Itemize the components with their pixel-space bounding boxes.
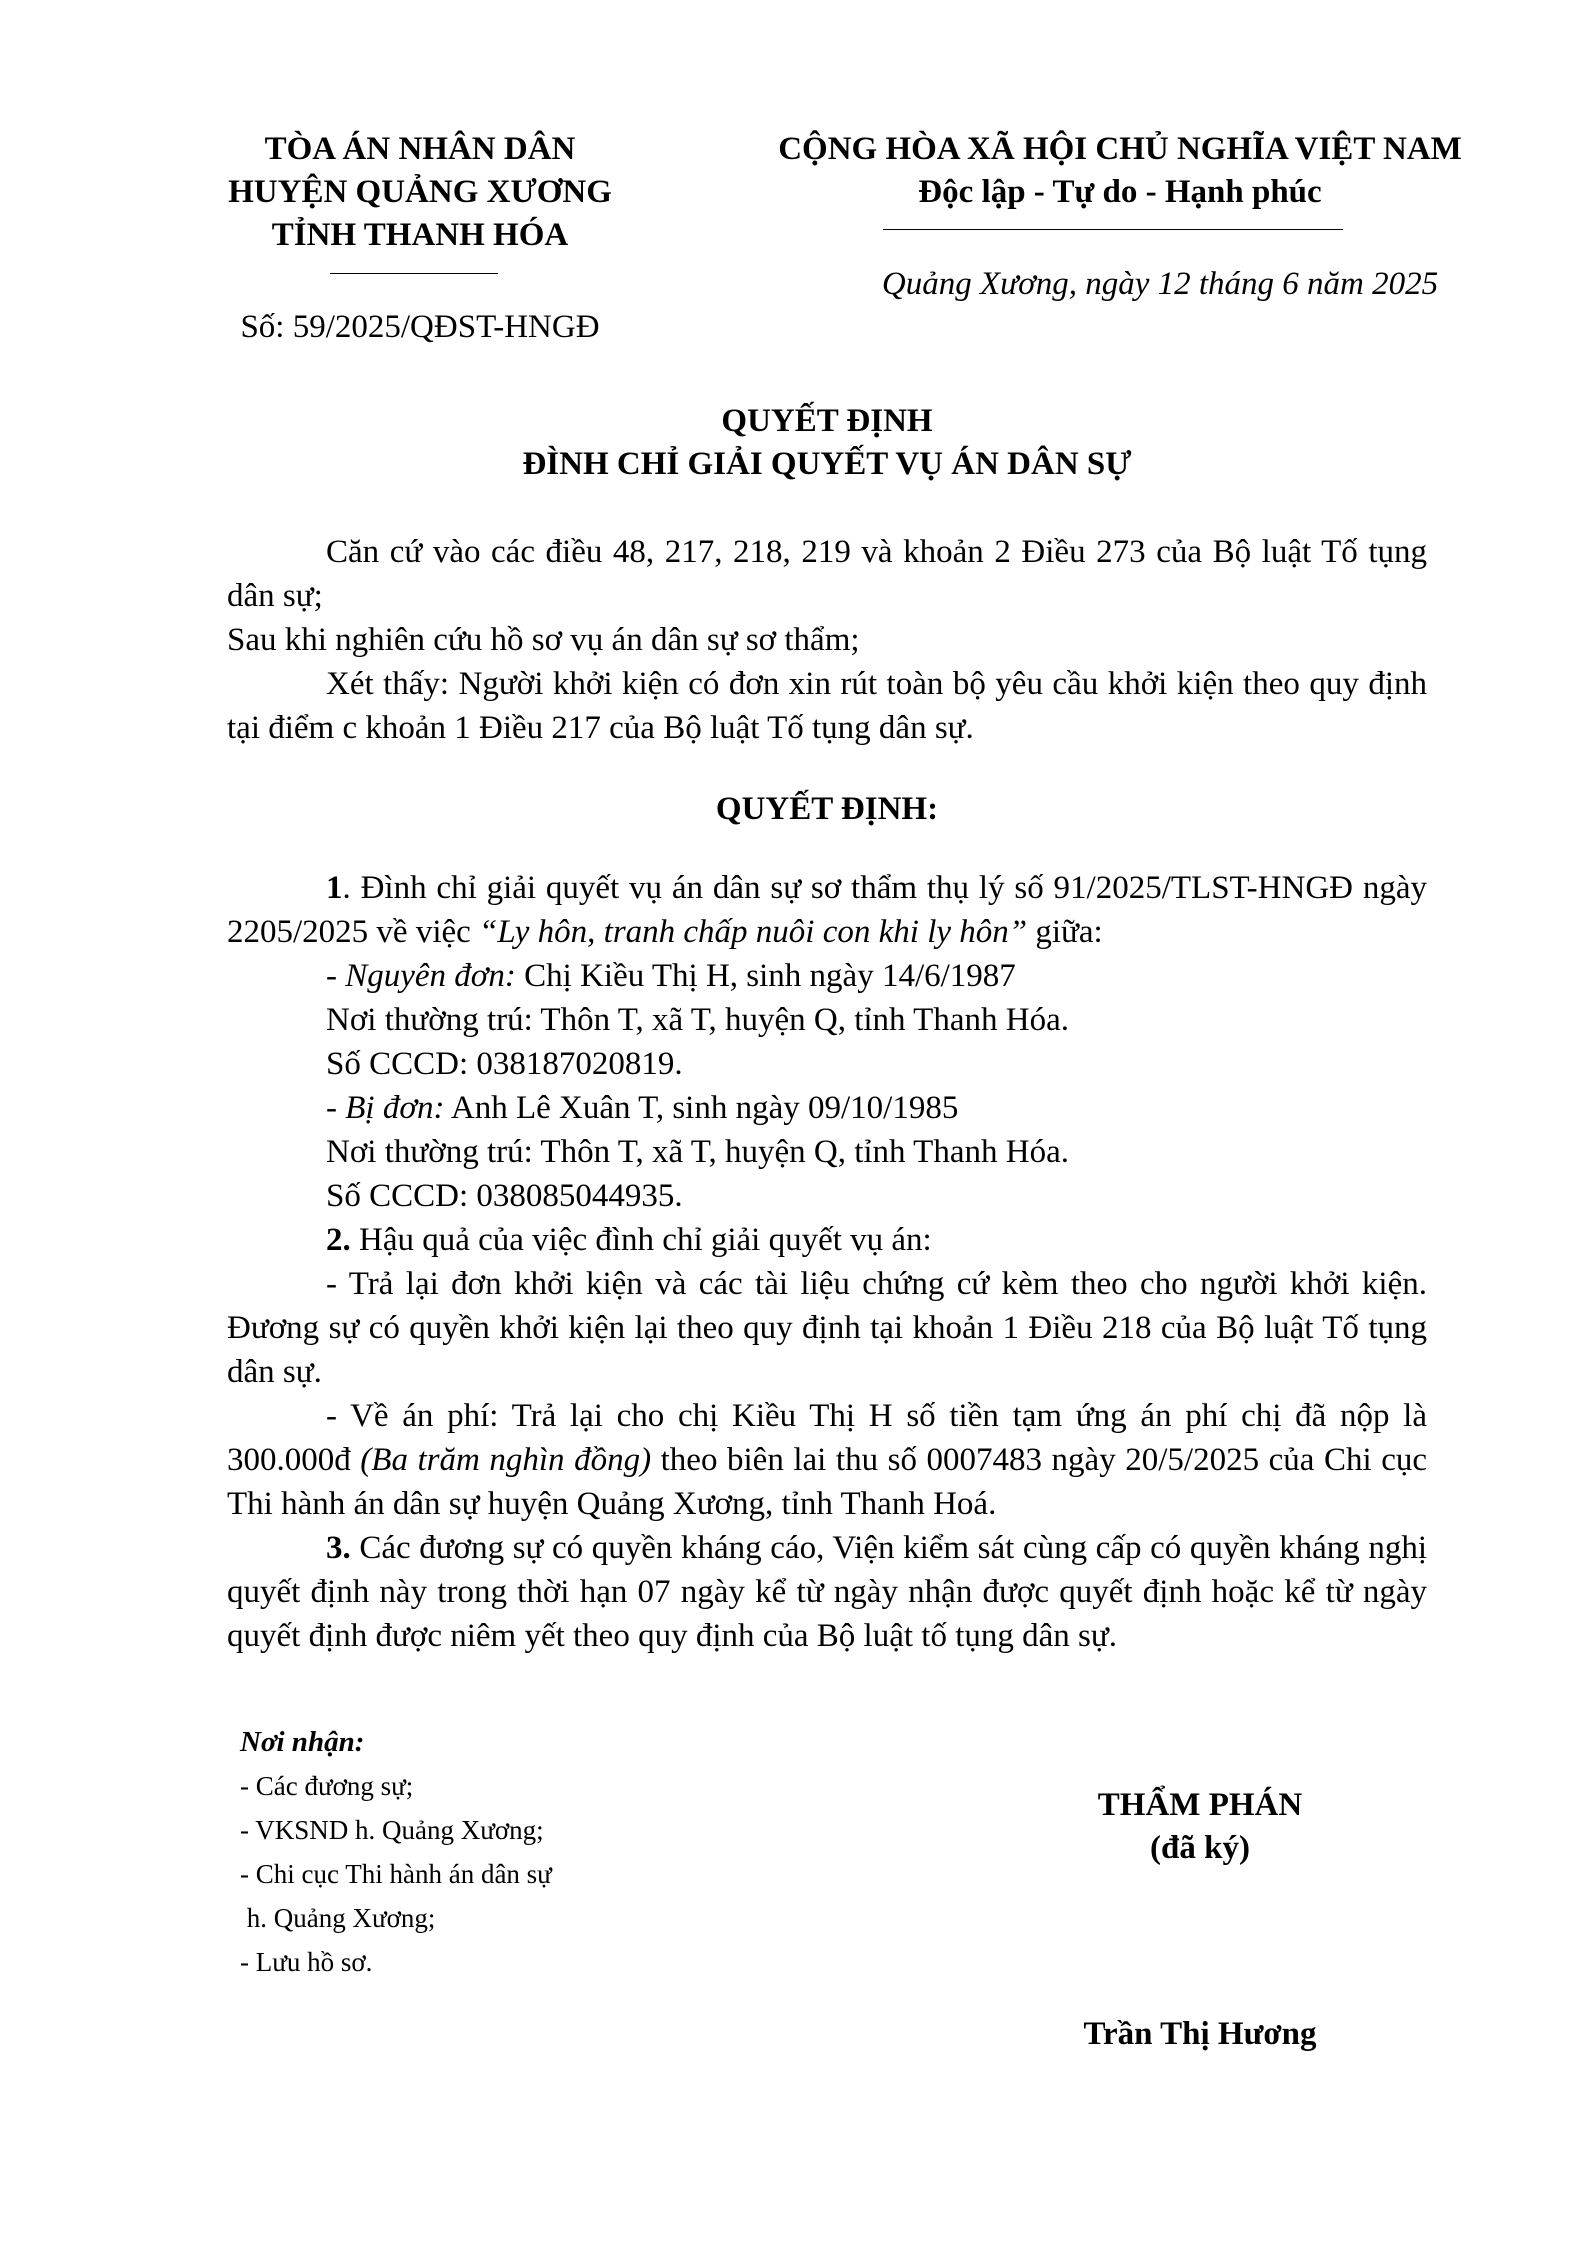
decision-item-2-heading bbox=[326, 1218, 1426, 1262]
court-underline bbox=[330, 273, 498, 274]
national-heading-block bbox=[720, 128, 1520, 214]
preamble-finding: Xét thấy: Người khởi kiện có đơn xin rút toàn bộ yêu cầu khởi kiện theo quy định tại điểm c khoản 1 Điều 217 của Bộ luật Tố tụng dân sự. bbox=[227, 666, 1427, 746]
national-motto: Độc lập - Tự do - Hạnh phúc bbox=[918, 174, 1322, 210]
court-line-1: TÒA ÁN NHÂN DÂN bbox=[264, 131, 576, 167]
signature-block bbox=[1000, 1784, 1400, 1870]
decision-item-3 bbox=[227, 1526, 1427, 1658]
title-line-2: ĐÌNH CHỈ GIẢI QUYẾT VỤ ÁN DÂN SỰ bbox=[522, 446, 1132, 482]
plaintiff-address: Nơi thường trú: Thôn T, xã T, huyện Q, tỉnh Thanh Hóa. bbox=[326, 1002, 1069, 1038]
item-2-heading-text: Hậu quả của việc đình chỉ giải quyết vụ án: bbox=[350, 1222, 932, 1258]
defendant-line bbox=[326, 1086, 1426, 1130]
signer-title: THẨM PHÁN bbox=[1097, 1787, 1303, 1823]
decision-heading: QUYẾT ĐỊNH: bbox=[715, 791, 939, 827]
court-name-block bbox=[160, 128, 680, 257]
item-3-text: Các đương sự có quyền kháng cáo, Viện kiểm sát cùng cấp có quyền kháng nghị quyết định này trong thời hạn 07 ngày kể từ ngày nhận được quyết định hoặc kể từ ngày quyết định được niêm yết theo quy định của Bộ luật tố tụng dân sự. bbox=[227, 1530, 1427, 1654]
item-1-number: 1 bbox=[326, 870, 343, 906]
court-fee-in-words: (Ba trăm nghìn đồng) bbox=[360, 1442, 652, 1478]
recipient-item: h. Quảng Xương; bbox=[240, 1903, 436, 1933]
place-and-date: Quảng Xương, ngày 12 tháng 6 năm 2025 bbox=[881, 266, 1439, 302]
court-fee-receipt: theo biên lai thu số 0007483 ngày 20/5/2025 của Chi cục Thi hành án dân sự huyện Quảng Xương, tỉnh Thanh Hoá. bbox=[227, 1442, 1427, 1522]
preamble-review: Sau khi nghiên cứu hồ sơ vụ án dân sự sơ thẩm; bbox=[227, 622, 860, 658]
item-2-return-documents: - Trả lại đơn khởi kiện và các tài liệu chứng cứ kèm theo cho người khởi kiện. Đương sự có quyền khởi kiện lại theo quy định tại khoản 1 Điều 218 của Bộ luật Tố tụng dân sự. bbox=[227, 1266, 1427, 1390]
motto-underline bbox=[883, 229, 1343, 230]
court-line-2: HUYỆN QUẢNG XƯƠNG bbox=[228, 174, 612, 210]
item-2-court-fee bbox=[227, 1394, 1427, 1526]
signature-status: (đã ký) bbox=[1150, 1830, 1250, 1866]
decision-item-1 bbox=[227, 866, 1427, 954]
defendant-address: Nơi thường trú: Thôn T, xã T, huyện Q, tỉnh Thanh Hóa. bbox=[326, 1134, 1069, 1170]
plaintiff-line bbox=[326, 954, 1426, 998]
item-3-number: 3. bbox=[326, 1530, 351, 1566]
plaintiff-dash: - bbox=[326, 958, 346, 994]
title-line-1: QUYẾT ĐỊNH bbox=[721, 403, 933, 439]
defendant-id: Số CCCD: 038085044935. bbox=[326, 1178, 683, 1214]
defendant-info: Anh Lê Xuân T, sinh ngày 09/10/1985 bbox=[444, 1090, 959, 1126]
recipient-item: - Các đương sự; bbox=[240, 1771, 414, 1801]
defendant-label: Bị đơn: bbox=[345, 1090, 445, 1126]
recipient-item: - Lưu hồ sơ. bbox=[240, 1947, 373, 1977]
item-1-text-end: giữa: bbox=[1027, 914, 1103, 950]
plaintiff-id: Số CCCD: 038187020819. bbox=[326, 1046, 683, 1082]
signer-name: Trần Thị Hương bbox=[1083, 2016, 1317, 2052]
case-title: “Ly hôn, tranh chấp nuôi con khi ly hôn” bbox=[479, 914, 1028, 950]
preamble-legal-basis: Căn cứ vào các điều 48, 217, 218, 219 và khoản 2 Điều 273 của Bộ luật Tố tụng dân sự; bbox=[227, 534, 1427, 614]
defendant-dash: - bbox=[326, 1090, 346, 1126]
recipient-item: - VKSND h. Quảng Xương; bbox=[240, 1815, 544, 1845]
recipients-block bbox=[240, 1720, 680, 1984]
plaintiff-info: Chị Kiều Thị H, sinh ngày 14/6/1987 bbox=[515, 958, 1016, 994]
document-title bbox=[227, 400, 1427, 486]
nation-name: CỘNG HÒA XÃ HỘI CHỦ NGHĨA VIỆT NAM bbox=[778, 131, 1462, 167]
court-line-3: TỈNH THANH HÓA bbox=[271, 217, 569, 253]
item-2-number: 2. bbox=[326, 1222, 351, 1258]
document-number: Số: 59/2025/QĐST-HNGĐ bbox=[240, 309, 600, 345]
recipients-heading: Nơi nhận: bbox=[240, 1726, 365, 1758]
recipient-item: - Chi cục Thi hành án dân sự bbox=[240, 1859, 552, 1889]
court-fee-text: - Về án phí: Trả lại cho chị Kiều Thị H số tiền tạm ứng án phí chị đã nộp là 300.000đ bbox=[227, 1398, 1427, 1478]
item-1-text: . Đình chỉ giải quyết vụ án dân sự sơ thẩm thụ lý số 91/2025/TLST-HNGĐ ngày 2205/2025 về việc bbox=[227, 870, 1427, 950]
plaintiff-label: Nguyên đơn: bbox=[345, 958, 516, 994]
